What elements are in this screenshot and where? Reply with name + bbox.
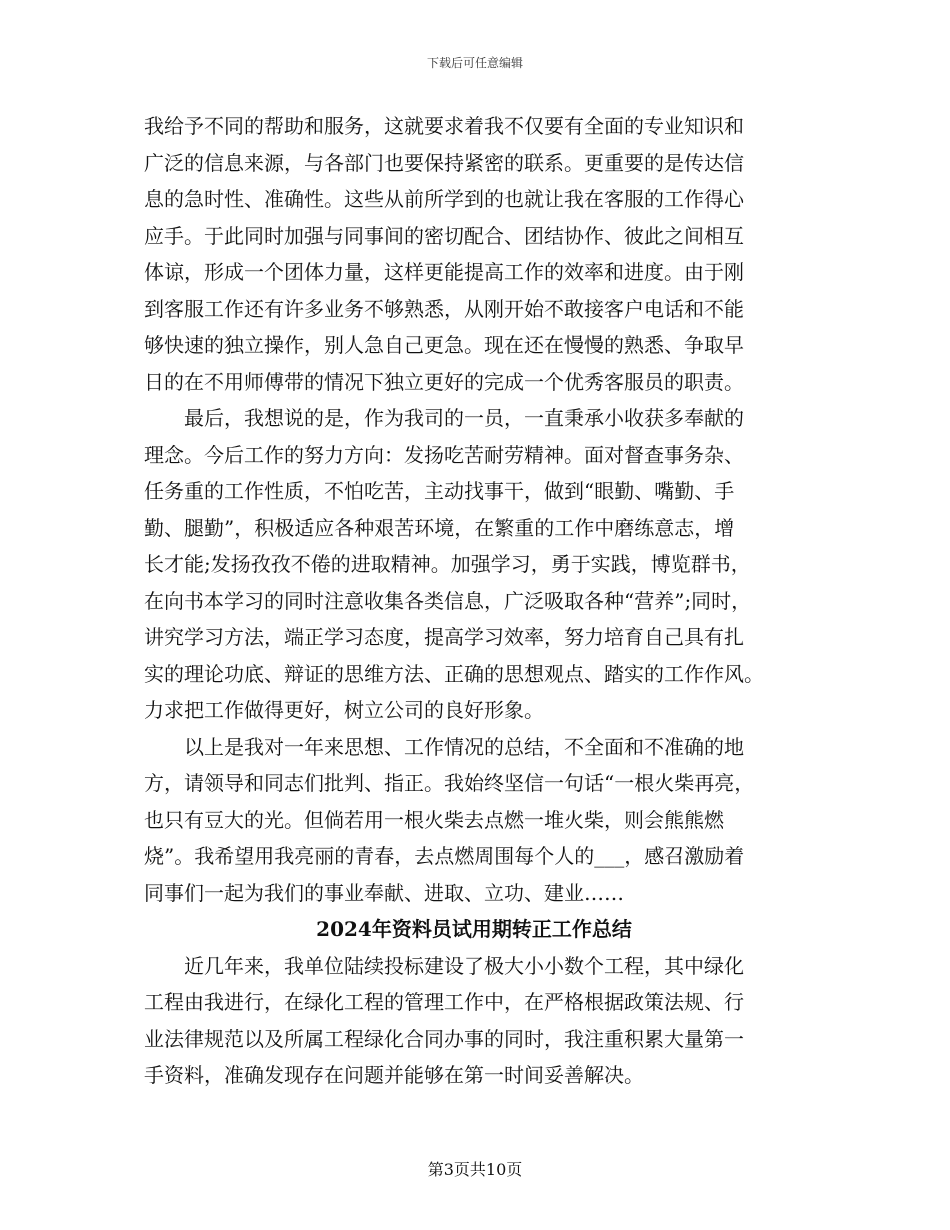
text-line: 体谅，形成一个团体力量，这样更能提高工作的效率和进度。由于刚 xyxy=(144,260,744,284)
page-footer: 第3页共10页 xyxy=(427,1160,523,1179)
text-line: 烧”。我希望用我亮丽的青春，去点燃周围每个人的___，感召激励着 xyxy=(144,844,745,868)
text-line: 也只有豆大的光。但倘若用一根火柴去点燃一堆火柴，则会熊熊燃 xyxy=(144,807,724,832)
text-line: 方，请领导和同志们批判、指正。我始终坚信一句话“一根火柴再亮， xyxy=(144,771,755,795)
paragraph-1 xyxy=(144,108,804,400)
text-line: 任务重的工作性质，不怕吃苦，主动找事干，做到“眼勤、嘴勤、手 xyxy=(144,479,735,503)
section-title: 2024年资料员试用期转正工作总结 xyxy=(316,917,632,941)
text-line: 近几年来，我单位陆续投标建设了极大小小数个工程，其中绿化 xyxy=(184,953,744,978)
text-line: 力求把工作做得更好，树立公司的良好形象。 xyxy=(144,698,544,722)
text-line: 讲究学习方法，端正学习态度，提高学习效率，努力培育自己具有扎 xyxy=(144,625,744,649)
text-line: 工程由我进行，在绿化工程的管理工作中，在严格根据政策法规、行 xyxy=(144,990,744,1014)
paragraph-2 xyxy=(144,400,804,729)
text-line: 实的理论功底、辩证的思维方法、正确的思想观点、踏实的工作作风。 xyxy=(144,661,764,686)
text-line: 同事们一起为我们的事业奉献、进取、立功、建业…… xyxy=(144,880,624,905)
text-line: 日的在不用师傅带的情况下独立更好的完成一个优秀客服员的职责。 xyxy=(144,369,744,394)
paragraph-3 xyxy=(144,729,804,912)
text-line: 息的急时性、准确性。这些从前所学到的也就让我在客服的工作得心 xyxy=(144,187,744,211)
text-line: 业法律规范以及所属工程绿化合同办事的同时，我注重积累大量第一 xyxy=(144,1026,744,1051)
text-line: 够快速的独立操作，别人急自己更急。现在还在慢慢的熟悉、争取早 xyxy=(144,333,744,357)
page-header: 下载后可任意编辑 xyxy=(426,56,523,70)
text-line: 以上是我对一年来思想、工作情况的总结，不全面和不准确的地 xyxy=(184,734,744,759)
text-line: 最后，我想说的是，作为我司的一员，一直秉承小收获多奉献的 xyxy=(184,406,744,430)
text-line: 长才能;发扬孜孜不倦的进取精神。加强学习，勇于实践，博览群书， xyxy=(144,552,751,576)
text-line: 在向书本学习的同时注意收集各类信息，广泛吸取各种“营养”;同时， xyxy=(144,588,752,613)
text-line: 手资料，准确发现存在问题并能够在第一时间妥善解决。 xyxy=(144,1063,644,1087)
text-line: 广泛的信息来源，与各部门也要保持紧密的联系。更重要的是传达信 xyxy=(144,150,744,175)
text-line: 勤、腿勤”，积极适应各种艰苦环境，在繁重的工作中磨练意志，增 xyxy=(144,515,735,540)
text-line: 我给予不同的帮助和服务，这就要求着我不仅要有全面的专业知识和 xyxy=(144,114,744,138)
document-body xyxy=(144,108,804,1094)
text-line: 应手。于此同时加强与同事间的密切配合、团结协作、彼此之间相互 xyxy=(144,223,744,248)
section-paragraph xyxy=(144,948,804,1094)
text-line: 到客服工作还有许多业务不够熟悉，从刚开始不敢接客户电话和不能 xyxy=(144,296,744,321)
text-line: 理念。今后工作的努力方向：发扬吃苦耐劳精神。面对督查事务杂、 xyxy=(144,442,744,467)
